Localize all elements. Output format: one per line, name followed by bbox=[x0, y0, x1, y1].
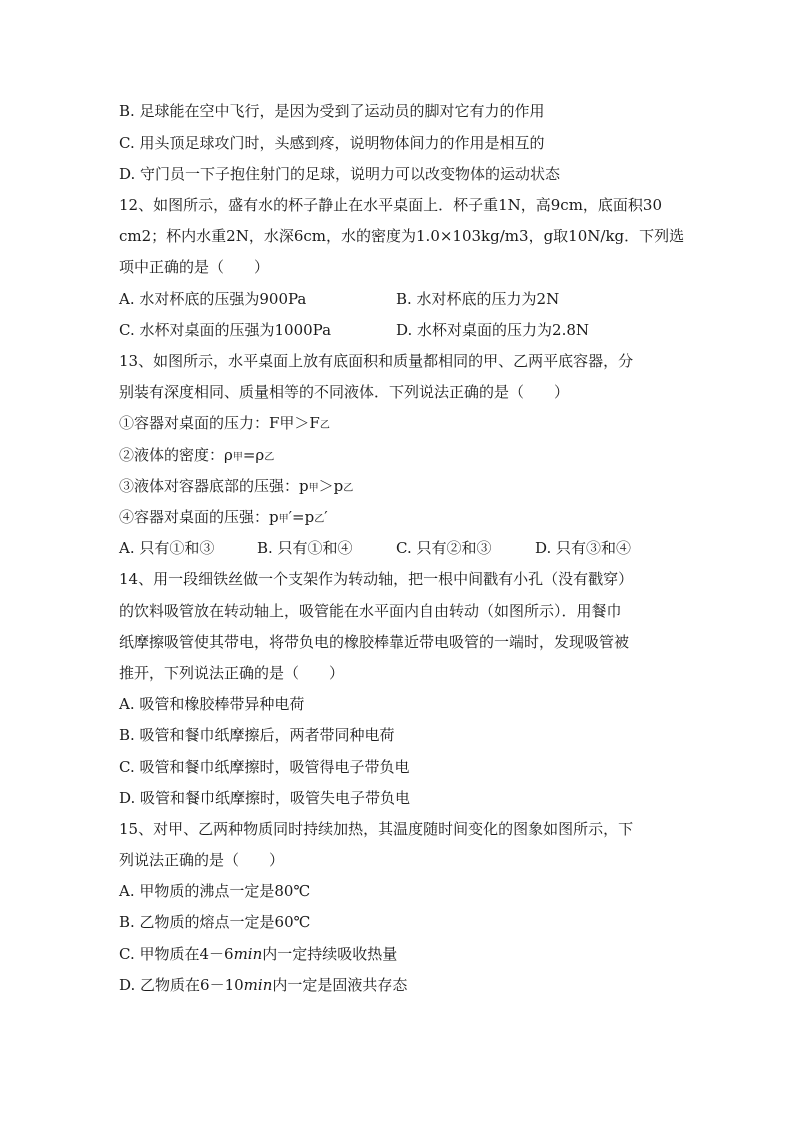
q13-statement-4: ④容器对桌面的压强：p甲′=p乙′ bbox=[119, 508, 328, 526]
q13-option-a: A. 只有①和③ bbox=[119, 539, 215, 557]
q13-stem-line-1: 13、如图所示，水平桌面上放有底面积和质量都相同的甲、乙两平底容器，分 bbox=[119, 352, 634, 370]
q11-option-d: D. 守门员一下子抱住射门的足球，说明力可以改变物体的运动状态 bbox=[119, 165, 561, 183]
q15-option-d: D. 乙物质在6－10min内一定是固液共存态 bbox=[119, 976, 408, 994]
q14-option-b: B. 吸管和餐巾纸摩擦后，两者带同种电荷 bbox=[119, 726, 395, 744]
q13-statement-1: ①容器对桌面的压力：F甲＞F乙 bbox=[119, 414, 330, 432]
q14-stem-line-3: 纸摩擦吸管使其带电，将带负电的橡胶棒靠近带电吸管的一端时，发现吸管被 bbox=[119, 633, 630, 651]
q12-option-c: C. 水杯对桌面的压强为1000Pa bbox=[119, 321, 332, 339]
q12-stem-line-3: 项中正确的是（ ） bbox=[119, 258, 270, 276]
q13-statement-3: ③液体对容器底部的压强：p甲＞p乙 bbox=[119, 477, 354, 495]
q15-option-a: A. 甲物质的沸点一定是80℃ bbox=[119, 882, 311, 900]
q12-option-a: A. 水对杯底的压强为900Pa bbox=[119, 290, 307, 308]
q14-stem-line-1: 14、用一段细铁丝做一个支架作为转动轴，把一根中间戳有小孔（没有戳穿） bbox=[119, 570, 634, 588]
q13-option-b: B. 只有①和④ bbox=[257, 539, 353, 557]
q12-stem-line-2: cm2；杯内水重2N，水深6cm，水的密度为1.0×103kg/m3，g取10N/kg．下列选 bbox=[119, 227, 685, 245]
q12-option-d: D. 水杯对桌面的压力为2.8N bbox=[396, 321, 590, 339]
q14-option-a: A. 吸管和橡胶棒带异种电荷 bbox=[119, 695, 305, 713]
q13-option-c: C. 只有②和③ bbox=[396, 539, 492, 557]
q11-option-c: C. 用头顶足球攻门时，头感到疼，说明物体间力的作用是相互的 bbox=[119, 134, 545, 152]
q12-option-b: B. 水对杯底的压力为2N bbox=[396, 290, 560, 308]
q14-option-d: D. 吸管和餐巾纸摩擦时，吸管失电子带负电 bbox=[119, 789, 411, 807]
q14-option-c: C. 吸管和餐巾纸摩擦时，吸管得电子带负电 bbox=[119, 758, 410, 776]
q15-option-b: B. 乙物质的熔点一定是60℃ bbox=[119, 913, 311, 931]
q15-stem-line-2: 列说法正确的是（ ） bbox=[119, 851, 285, 869]
q15-option-c: C. 甲物质在4－6min内一定持续吸收热量 bbox=[119, 945, 398, 963]
q13-stem-line-2: 别装有深度相同、质量相等的不同液体．下列说法正确的是（ ） bbox=[119, 383, 570, 401]
q13-statement-2: ②液体的密度：ρ甲=ρ乙 bbox=[119, 446, 275, 464]
q14-stem-line-2: 的饮料吸管放在转动轴上，吸管能在水平面内自由转动（如图所示）．用餐巾 bbox=[119, 602, 622, 620]
q14-stem-line-4: 推开，下列说法正确的是（ ） bbox=[119, 664, 345, 682]
q15-stem-line-1: 15、对甲、乙两种物质同时持续加热，其温度随时间变化的图象如图所示，下 bbox=[119, 820, 634, 838]
q13-option-d: D. 只有③和④ bbox=[535, 539, 632, 557]
q11-option-b: B. 足球能在空中飞行，是因为受到了运动员的脚对它有力的作用 bbox=[119, 102, 545, 120]
q12-stem-line-1: 12、如图所示，盛有水的杯子静止在水平桌面上．杯子重1N，高9cm，底面积30 bbox=[119, 196, 663, 214]
